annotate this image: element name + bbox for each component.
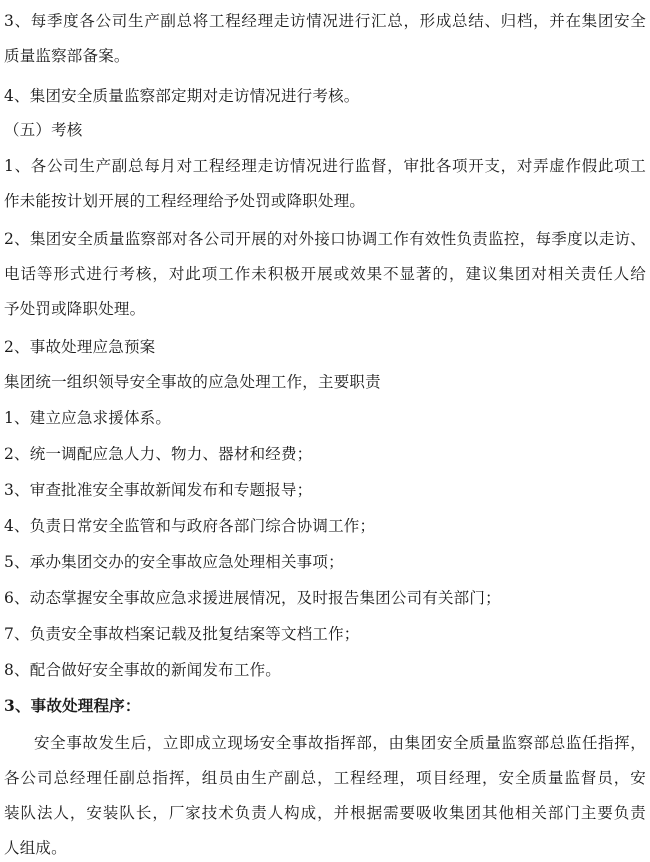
list-item: 1、建立应急求援体系。 <box>4 409 172 427</box>
paragraph-line: 人组成。 <box>4 839 67 857</box>
paragraph-line: 安全事故发生后，立即成立现场安全事故指挥部，由集团安全质量监察部总监任指挥， <box>34 734 646 752</box>
list-item: 5、承办集团交办的安全事故应急处理相关事项； <box>4 553 344 571</box>
list-item: 3、审查批准安全事故新闻发布和专题报导； <box>4 481 313 499</box>
list-item: 4、负责日常安全监管和与政府各部门综合协调工作； <box>4 517 376 535</box>
list-item: 2、统一调配应急人力、物力、器材和经费； <box>4 445 313 463</box>
section-heading: （五）考核 <box>4 121 83 139</box>
text-line: 4、集团安全质量监察部定期对走访情况进行考核。 <box>4 87 360 105</box>
paragraph-line: 装队法人，安装队长，厂家技术负责人构成，并根据需要吸收集团其他相关部门主要负责 <box>4 804 646 822</box>
text-line: 电话等形式进行考核，对此项工作未积极开展或效果不显著的，建议集团对相关责任人给 <box>4 265 646 283</box>
paragraph-line: 各公司总经理任副总指挥，组员由生产副总，工程经理，项目经理，安全质量监督员，安 <box>4 769 646 787</box>
list-item: 8、配合做好安全事故的新闻发布工作。 <box>4 661 281 679</box>
text-line: 予处罚或降职处理。 <box>4 300 146 318</box>
text-line: 2、集团安全质量监察部对各公司开展的对外接口协调工作有效性负责监控，每季度以走访、 <box>4 230 646 248</box>
text-line: 作未能按计划开展的工程经理给予处罚或降职处理。 <box>4 192 366 210</box>
text-line: 集团统一组织领导安全事故的应急处理工作，主要职责 <box>4 373 381 391</box>
section-heading: 3、事故处理程序： <box>4 696 141 715</box>
list-item: 7、负责安全事故档案记载及批复结案等文档工作； <box>4 625 360 643</box>
text-line: 质量监察部备案。 <box>4 47 130 65</box>
section-heading: 2、事故处理应急预案 <box>4 338 156 356</box>
text-line: 1、各公司生产副总每月对工程经理走访情况进行监督，审批各项开支，对弄虚作假此项工 <box>4 157 646 175</box>
text-line: 3、每季度各公司生产副总将工程经理走访情况进行汇总，形成总结、归档，并在集团安全 <box>4 12 646 30</box>
list-item: 6、动态掌握安全事故应急求援进展情况，及时报告集团公司有关部门； <box>4 589 501 607</box>
